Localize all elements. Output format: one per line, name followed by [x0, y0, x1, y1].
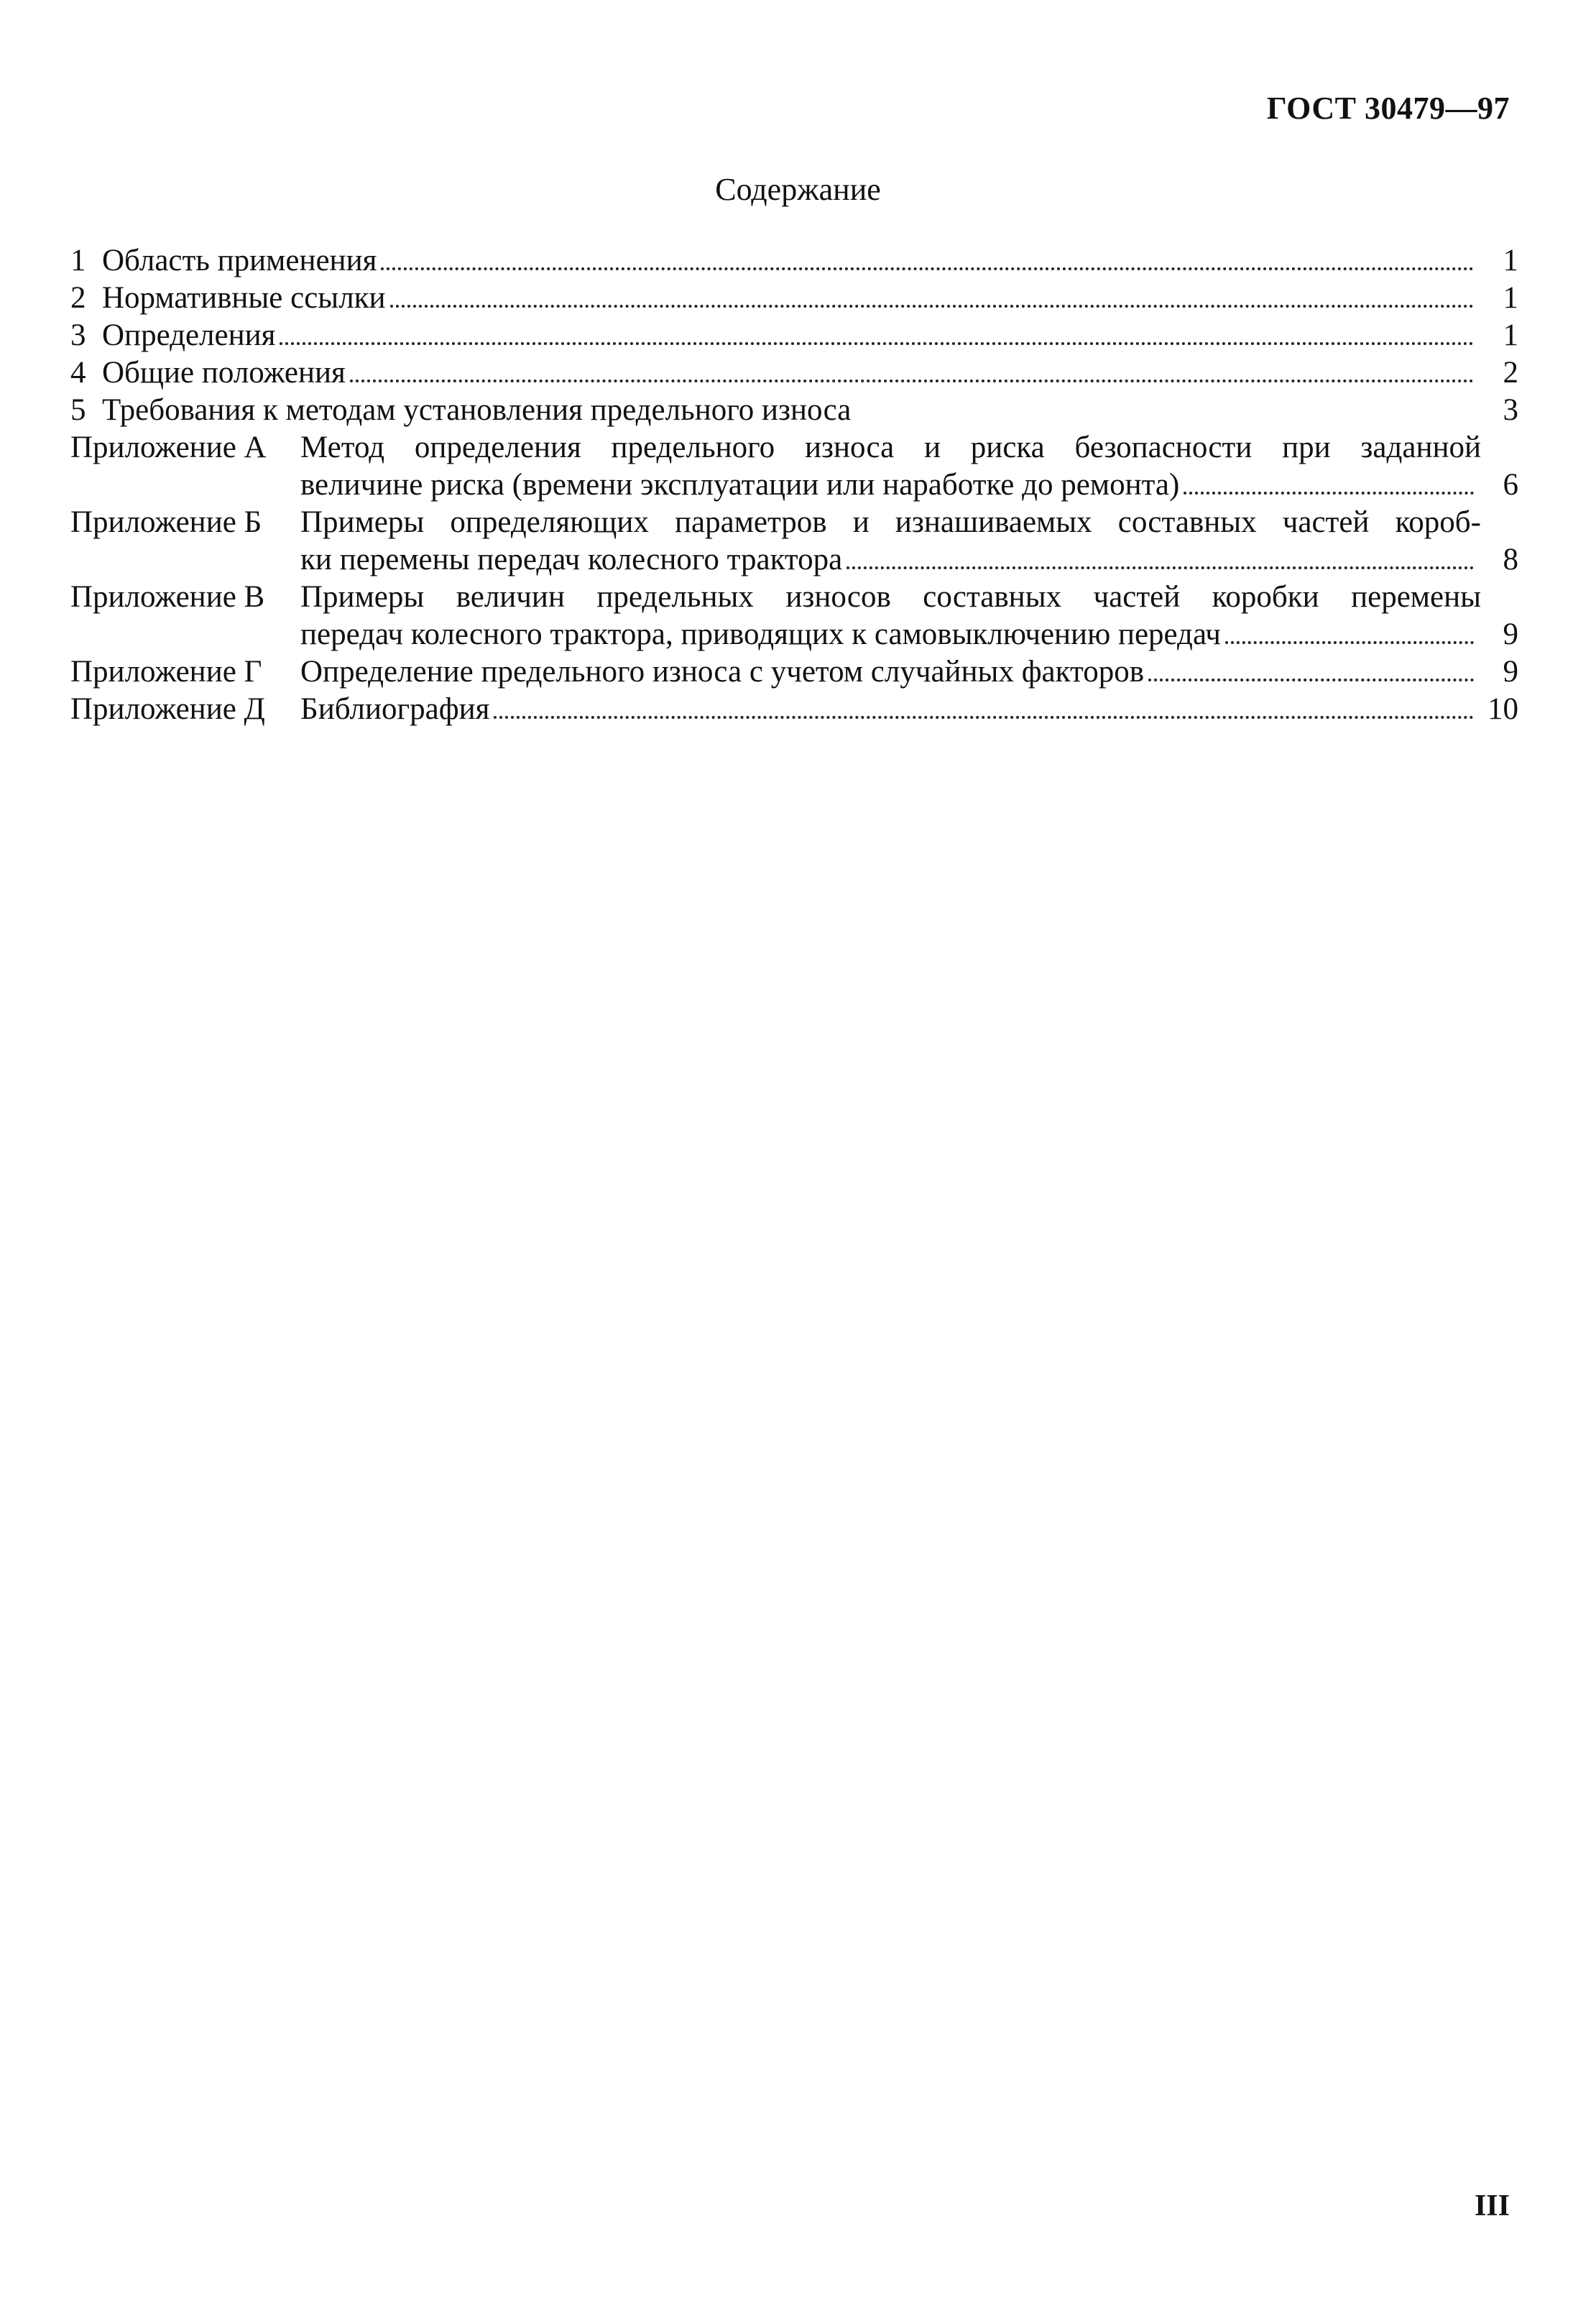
- dot-leader: [350, 380, 1474, 382]
- toc-entry-page: 2: [1503, 356, 1518, 390]
- toc-entry-number: 5: [70, 393, 86, 427]
- toc-entry-page: 9: [1503, 617, 1518, 651]
- toc-entry-number: 2: [70, 281, 86, 315]
- toc-appendix-a[interactable]: [70, 428, 1518, 502]
- appendix-title-line2: ки перемены передач колесного трактора: [300, 543, 843, 576]
- appendix-title: Определение предельного износа с учетом случайных факторов: [300, 655, 1144, 689]
- toc-entry-page: 1: [1503, 281, 1518, 315]
- dot-leader: [847, 566, 1474, 569]
- toc-entry-3[interactable]: [70, 316, 1518, 353]
- dot-leader: [494, 716, 1474, 719]
- dot-leader: [1184, 492, 1474, 495]
- appendix-label: Приложение Б: [70, 505, 262, 539]
- toc-entry-page: 1: [1503, 244, 1518, 277]
- document-code: ГОСТ 30479—97: [1266, 91, 1510, 126]
- toc-appendix-d[interactable]: [70, 689, 1518, 727]
- toc-title: Содержание: [715, 172, 881, 207]
- toc-entry-4[interactable]: [70, 353, 1518, 390]
- dot-leader: [280, 342, 1474, 345]
- appendix-label: Приложение В: [70, 580, 265, 614]
- toc-entry-2[interactable]: [70, 278, 1518, 316]
- appendix-title-line1: Метод определения предельного износа и риска безопасности при заданной: [300, 431, 1481, 464]
- appendix-title-line1: Примеры величин предельных износов составных частей коробки перемены: [300, 580, 1481, 614]
- toc-entry-title: Область применения: [102, 244, 377, 277]
- toc-entry-page: 10: [1487, 692, 1518, 726]
- appendix-label: Приложение Г: [70, 655, 262, 689]
- toc-entry-number: 4: [70, 356, 86, 390]
- toc-entry-page: 1: [1503, 318, 1518, 352]
- dot-leader: [1225, 641, 1474, 644]
- dot-leader: [855, 417, 1474, 420]
- dot-leader: [390, 305, 1474, 308]
- appendix-title-line2: величине риска (времени эксплуатации или наработке до ремонта): [300, 468, 1180, 502]
- toc-appendix-g[interactable]: [70, 652, 1518, 689]
- toc-entry-5[interactable]: [70, 390, 1518, 428]
- toc-entry-title: Определения: [102, 318, 276, 352]
- toc-entry-number: 3: [70, 318, 86, 352]
- toc-entry-title: Требования к методам установления предельного износа: [102, 393, 852, 427]
- toc-entry-page: 6: [1503, 468, 1518, 502]
- appendix-title: Библиография: [300, 692, 490, 726]
- toc-entry-page: 3: [1503, 393, 1518, 427]
- toc-entry-page: 9: [1503, 655, 1518, 689]
- appendix-title-line2: передач колесного трактора, приводящих к самовыключению передач: [300, 617, 1221, 651]
- toc-appendix-b[interactable]: [70, 502, 1518, 577]
- appendix-label: Приложение А: [70, 431, 267, 464]
- page-number: III: [1474, 2189, 1510, 2223]
- toc-appendix-v[interactable]: [70, 577, 1518, 652]
- appendix-title-line1: Примеры определяющих параметров и изнашиваемых составных частей короб-: [300, 505, 1481, 539]
- appendix-label: Приложение Д: [70, 692, 265, 726]
- toc-entry-title: Нормативные ссылки: [102, 281, 386, 315]
- toc-entry-page: 8: [1503, 543, 1518, 576]
- toc-entry-title: Общие положения: [102, 356, 346, 390]
- dot-leader: [381, 267, 1474, 270]
- table-of-contents: [70, 241, 1518, 727]
- toc-entry-1[interactable]: [70, 241, 1518, 278]
- dot-leader: [1148, 679, 1474, 681]
- toc-entry-number: 1: [70, 244, 86, 277]
